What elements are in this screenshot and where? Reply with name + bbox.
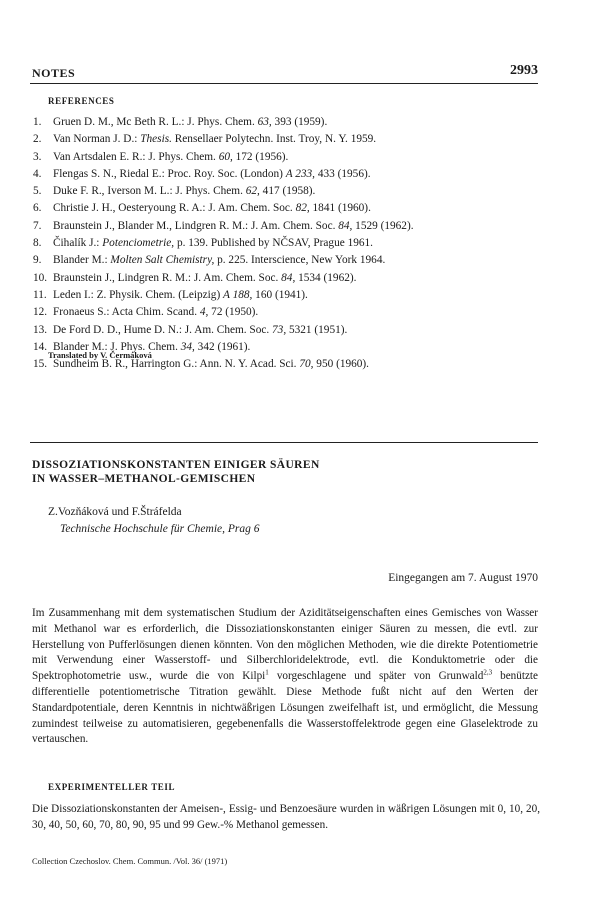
reference-volume: Thesis. [140, 133, 172, 146]
experimental-paragraph: Die Dissoziationskonstanten der Ameisen-, Essig- und Benzoesäure wurden in wäßrigen Lösungen mit 0, 10, 20, 30, 40, 50, 60, 70, 80, 90, 95 und 99 Gew.-% Methanol gemessen. [32, 803, 540, 831]
reference-item [33, 166, 538, 183]
reference-details: 342 (1961). [194, 340, 251, 353]
reference-volume: 63, [257, 116, 272, 128]
reference-text: Sundheim B. R., Harrington G.: Ann. N. Y. Acad. Sci. [53, 358, 300, 371]
header-rule [30, 83, 538, 84]
intro-text-3: benützte differentielle potentiometrische Titration gewählt. Diese Methode fußt nicht auf den Werten der Standardpotentiale, deren Kenntnis in nichtwäßrigen Lösungen zweifelhaft ist, und ermöglicht, die Messung zumindest teilweise zu automatisieren, gegebenenfalls die Wasserstoffelektrode gegen eine Glaselektrode zu vertauschen. [32, 670, 538, 746]
reference-text: Blander M.: [53, 254, 111, 267]
reference-text: Fronaeus S.: Acta Chim. Scand. [53, 306, 200, 319]
reference-number: 6. [33, 202, 42, 215]
reference-text: Duke F. R., Iverson M. L.: J. Phys. Chem. [53, 185, 246, 198]
reference-number: 1. [33, 116, 42, 128]
reference-text: Flengas S. N., Riedal E.: Proc. Roy. Soc. (London) [53, 167, 286, 180]
reference-list [33, 114, 538, 373]
reference-details: 172 (1956). [232, 150, 289, 163]
reference-details: 72 (1950). [208, 306, 259, 319]
reference-details: 1529 (1962). [352, 219, 414, 232]
intro-text-1: Im Zusammenhang mit dem systematischen Studium der Aziditätseigenschaften eines Gemisches von Wasser mit Methanol war es erforderlich, die Dissoziationskonstanten einiger Säuren zu messen, die evtl. zur Herstellung von Pufferlösungen dienen könnten. Von den möglichen Methoden, wie die direkte Potentiometrie mit Verwendung einer Wasserstoff- und Silberchloridelektrode, evtl. die Konduktometrie oder die Spektrophotometrie usw., wurde die von Kilpi [32, 607, 538, 683]
reference-details: Rensellaer Polytechn. Inst. Troy, N. Y. 1959. [171, 133, 377, 146]
reference-volume: Molten Salt Chemistry, [110, 254, 215, 267]
received-date: Eingegangen am 7. August 1970 [388, 572, 538, 584]
reference-details: 950 (1960). [313, 358, 370, 371]
reference-volume: 73, [272, 323, 287, 336]
reference-volume: A 188, [223, 288, 253, 301]
reference-number: 7. [33, 219, 42, 232]
reference-volume: 84, [338, 219, 353, 232]
reference-volume: 82, [295, 202, 310, 215]
authors: Z.Vozňáková und F.Štráfelda [48, 506, 182, 518]
affiliation: Technische Hochschule für Chemie, Prag 6 [60, 523, 260, 535]
reference-item [33, 252, 538, 269]
article-title-line-1: DISSOZIATIONSKONSTANTEN EINIGER SÄUREN [32, 459, 320, 471]
reference-item [33, 304, 538, 321]
journal-footer: Collection Czechoslov. Chem. Commun. /Vol. 36/ (1971) [32, 856, 228, 866]
reference-details: 5321 (1951). [286, 323, 348, 336]
reference-item [33, 149, 538, 166]
reference-number: 5. [33, 185, 42, 198]
article-title-line-2: IN WASSER–METHANOL-GEMISCHEN [32, 473, 256, 485]
reference-number: 12. [33, 306, 48, 319]
reference-number: 3. [33, 150, 42, 163]
reference-details: 160 (1941). [252, 288, 308, 301]
reference-details: 1534 (1962). [295, 271, 357, 284]
reference-number: 13. [33, 323, 48, 336]
reference-number: 2. [33, 133, 42, 146]
reference-text: Leden I.: Z. Physik. Chem. (Leipzig) [53, 288, 224, 301]
reference-text: Braunstein J., Lindgren R. M.: J. Am. Chem. Soc. [53, 271, 282, 284]
reference-text: Van Artsdalen E. R.: J. Phys. Chem. [53, 150, 219, 163]
reference-text: Čihalík J.: [53, 237, 103, 250]
reference-details: 1841 (1960). [309, 202, 371, 215]
intro-paragraph [32, 606, 538, 748]
reference-volume: 70, [299, 358, 314, 371]
reference-volume: 34, [180, 340, 195, 353]
intro-text-2: vorgeschlagene und später von Grunwald [268, 670, 484, 683]
article-title [32, 458, 320, 486]
section-rule [30, 442, 538, 443]
reference-item [33, 131, 538, 148]
experimental-heading: EXPERIMENTELLER TEIL [48, 782, 176, 792]
reference-details: 393 (1959). [271, 116, 328, 128]
reference-number: 11. [33, 288, 47, 301]
reference-number: 4. [33, 167, 42, 180]
reference-details: p. 225. Interscience, New York 1964. [214, 254, 386, 267]
page-number: 2993 [510, 63, 538, 78]
reference-volume: 62, [245, 185, 260, 198]
reference-volume: 84, [281, 271, 296, 284]
reference-volume: 60, [218, 150, 233, 163]
citation-ref-1: 1 [265, 668, 269, 677]
reference-item [33, 218, 538, 235]
citation-ref-2-3: 2,3 [483, 668, 493, 677]
reference-text: Van Norman J. D.: [53, 133, 141, 146]
running-head: NOTES [32, 66, 76, 80]
reference-item [33, 235, 538, 252]
reference-details: 433 (1956). [315, 167, 371, 180]
reference-number: 14. [33, 340, 48, 353]
reference-text: Blander M.: J. Phys. Chem. [53, 340, 181, 353]
references-heading: REFERENCES [48, 96, 115, 106]
reference-item [33, 270, 538, 287]
reference-text: Christie J. H., Oesteryoung R. A.: J. Am. Chem. Soc. [53, 202, 296, 215]
reference-text: De Ford D. D., Hume D. N.: J. Am. Chem. Soc. [53, 323, 273, 336]
reference-number: 9. [33, 254, 42, 267]
reference-volume: Potenciometrie, [102, 237, 175, 250]
reference-volume: 4, [199, 306, 209, 319]
reference-details: p. 139. Published by NČSAV, Prague 1961. [174, 237, 373, 250]
translator-note: Translated by V. Čermáková [48, 350, 152, 360]
reference-number: 10. [33, 271, 48, 284]
reference-item [33, 183, 538, 200]
reference-item [33, 114, 538, 131]
reference-item [33, 322, 538, 339]
reference-volume: A 233, [285, 167, 316, 180]
reference-item [33, 287, 538, 304]
reference-item [33, 200, 538, 217]
reference-text: Gruen D. M., Mc Beth R. L.: J. Phys. Chem. [53, 116, 258, 128]
reference-text: Braunstein J., Blander M., Lindgren R. M.: J. Am. Chem. Soc. [53, 219, 339, 232]
reference-number: 15. [33, 358, 48, 371]
reference-details: 417 (1958). [259, 185, 316, 198]
reference-number: 8. [33, 237, 42, 250]
